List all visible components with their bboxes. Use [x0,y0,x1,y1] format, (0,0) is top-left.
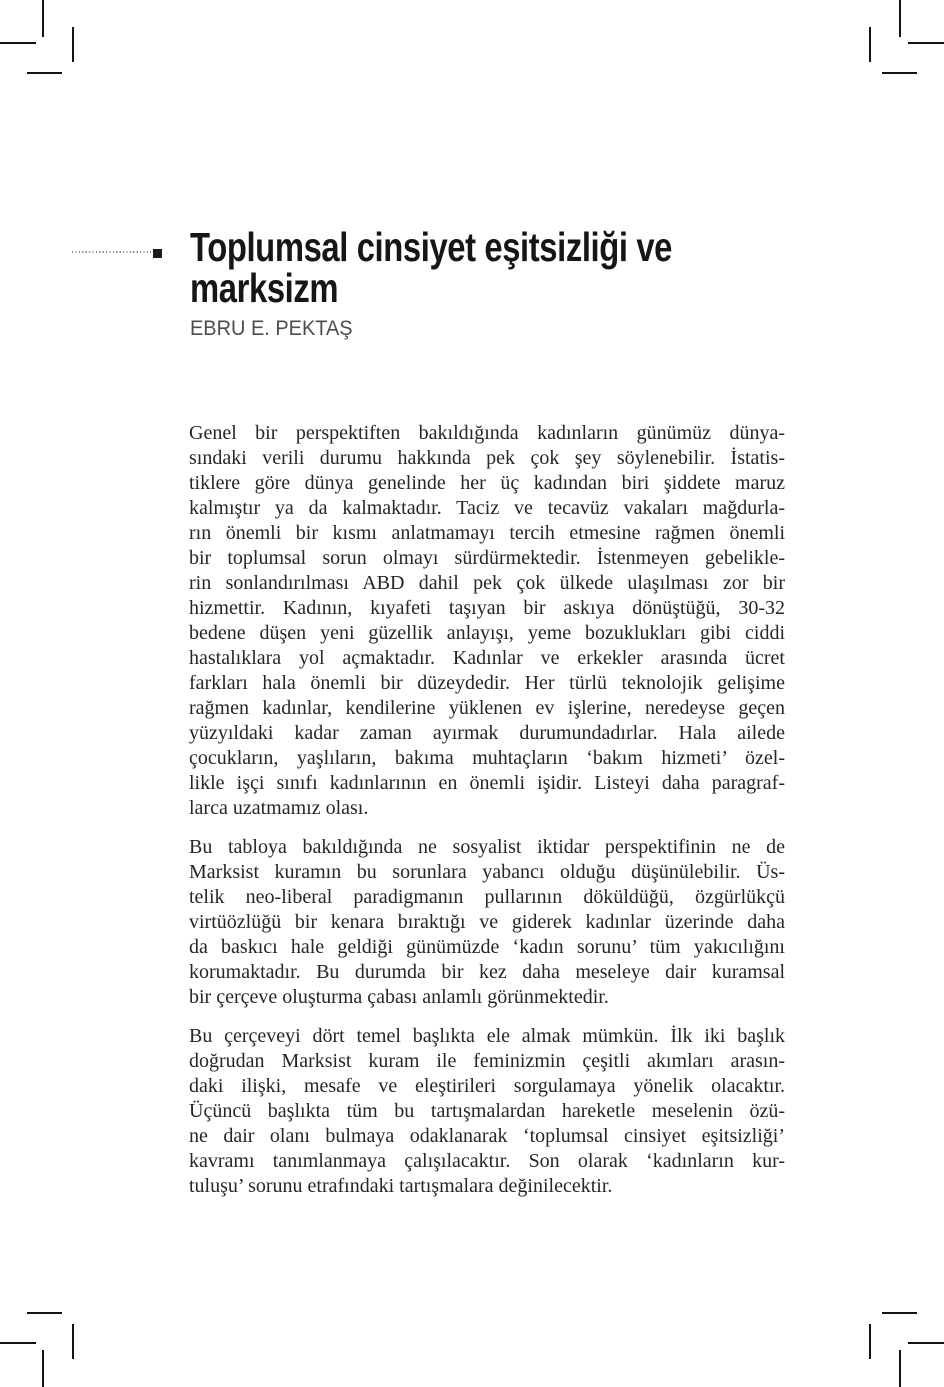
text-line: daki ilişki, mesafe ve eleştirileri sorgulamaya yönelik olacaktır. [189,1075,785,1097]
author-name: EBRU E. PEKTAŞ [190,317,353,340]
square-bullet-icon [153,249,162,258]
text-line: doğrudan Marksist kuram ile feminizmin çeşitli akımları arasın- [189,1050,785,1072]
chapter-title [190,224,673,311]
crop-mark-top-right-horizontal [908,42,944,44]
crop-mark-top-left-inner-horizontal [27,72,62,74]
text-line: tuluşu’ sorunu etrafındaki tartışmalara değinilecektir. [189,1175,613,1197]
text-line: hizmettir. Kadının, kıyafeti taşıyan bir askıya dönüştüğü, 30-32 [189,597,785,619]
text-line: telik neo-liberal paradigmanın pullarının döküldüğü, özgürlükçü [189,886,785,908]
text-line: Genel bir perspektiften bakıldığında kadınların günümüz dünya- [189,422,785,444]
text-line: hastalıklara yol açmaktadır. Kadınlar ve erkekler arasında ücret [189,647,785,669]
dotted-leader-line [72,251,151,253]
text-line: kavramı tanımlanmaya çalışılacaktır. Son olarak ‘kadınların kur- [189,1150,785,1172]
crop-mark-bottom-left-inner-vertical [72,1324,74,1359]
crop-mark-bottom-left-inner-horizontal [27,1312,62,1314]
crop-mark-bottom-right-inner-vertical [869,1324,871,1359]
text-line: kalmıştır ya da kalmaktadır. Taciz ve tecavüz vakaları mağdurla- [189,497,785,519]
paragraph [189,421,785,821]
text-line: farkları hala önemli bir düzeydedir. Her türlü teknolojik gelişime [189,672,785,694]
text-line: Bu çerçeveyi dört temel başlıkta ele almak mümkün. İlk iki başlık [189,1025,785,1047]
chapter-title-line-2: marksizm [190,265,339,311]
crop-mark-top-right-inner-horizontal [882,72,917,74]
article-body [189,421,785,1213]
text-line: Bu tabloya bakıldığında ne sosyalist iktidar perspektifinin ne de [189,836,785,858]
text-line: bedene düşen yeni güzellik anlayışı, yeme bozuklukları gibi ciddi [189,622,785,644]
text-line: virtüözlüğü bir kenara bıraktığı ve giderek kadınlar üzerinde daha [189,911,785,933]
crop-mark-bottom-right-vertical [899,1350,901,1387]
crop-mark-bottom-left-horizontal [0,1342,36,1344]
crop-mark-bottom-right-horizontal [908,1342,944,1344]
text-line: rağmen kadınlar, kendilerine yüklenen ev işlerine, neredeyse geçen [189,697,785,719]
text-line: çocukların, yaşlıların, bakıma muhtaçların ‘bakım hizmeti’ özel- [189,747,785,769]
text-line: tiklere göre dünya genelinde her üç kadından biri şiddete maruz [189,472,785,494]
text-line: ne dair olanı bulmaya odaklanarak ‘toplumsal cinsiyet eşitsizliği’ [189,1125,785,1147]
text-line: korumaktadır. Bu durumda bir kez daha meseleye dair kuramsal [189,961,785,983]
chapter-title-line-1: Toplumsal cinsiyet eşitsizliği ve [190,224,673,270]
text-line: Marksist kuramın bu sorunlara yabancı olduğu düşünülebilir. Üs- [189,861,785,883]
crop-mark-top-left-inner-vertical [72,27,74,62]
text-line: da baskıcı hale geldiği günümüzde ‘kadın sorunu’ tüm yakıcılığını [189,936,785,958]
text-line: yüzyıldaki kadar zaman ayırmak durumundadırlar. Hala ailede [189,722,785,744]
text-line: sındaki verili durumu hakkında pek çok şey söylenebilir. İstatis- [189,447,785,469]
crop-mark-top-left-vertical [42,0,44,37]
text-line: rin sonlandırılması ABD dahil pek çok ülkede ulaşılması zor bir [189,572,785,594]
crop-mark-top-left-horizontal [0,42,36,44]
paragraph [189,835,785,1010]
crop-mark-bottom-right-inner-horizontal [882,1312,917,1314]
crop-mark-bottom-left-vertical [42,1350,44,1387]
crop-mark-top-right-vertical [899,0,901,37]
text-line: rın önemli bir kısmı anlatmamayı tercih etmesine rağmen önemli [189,522,785,544]
paragraph [189,1024,785,1199]
text-line: bir toplumsal sorun olmayı sürdürmektedir. İstenmeyen gebelikle- [189,547,785,569]
text-line: Üçüncü başlıkta tüm bu tartışmalardan hareketle meselenin özü- [189,1100,785,1122]
crop-mark-top-right-inner-vertical [869,27,871,62]
text-line: likle işçi sınıfı kadınlarının en önemli işidir. Listeyi daha paragraf- [189,772,785,794]
text-line: bir çerçeve oluşturma çabası anlamlı görünmektedir. [189,986,609,1008]
text-line: larca uzatmamız olası. [189,797,369,819]
